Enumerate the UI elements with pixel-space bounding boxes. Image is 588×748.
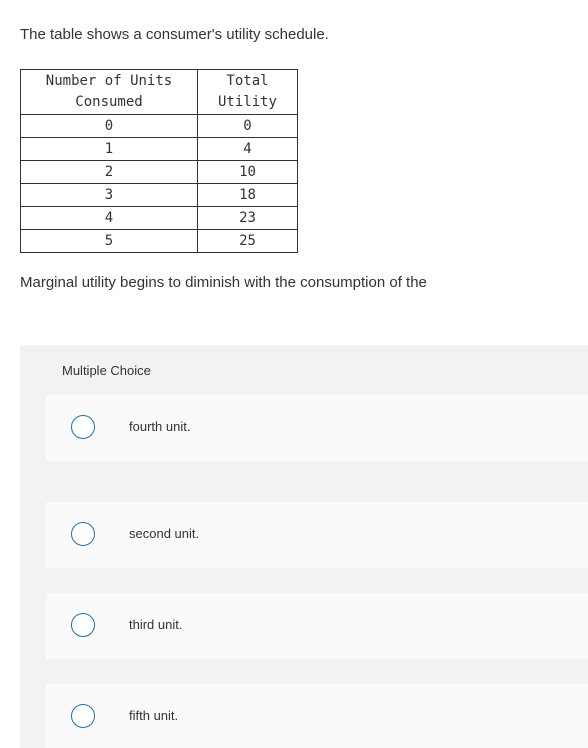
multiple-choice-label: Multiple Choice (62, 363, 151, 378)
table-row (21, 115, 298, 138)
option-fourth-unit[interactable] (46, 395, 588, 461)
units-cell: 1 (21, 138, 198, 161)
header-total-utility (198, 70, 298, 115)
header-utility-line1: Total (226, 73, 269, 89)
table-row (21, 184, 298, 207)
table-row (21, 138, 298, 161)
utility-cell: 0 (198, 115, 298, 138)
radio-button-icon[interactable] (71, 415, 95, 439)
utility-cell: 18 (198, 184, 298, 207)
radio-button-icon[interactable] (71, 522, 95, 546)
table-row (21, 207, 298, 230)
option-label: second unit. (129, 526, 200, 541)
table-header-row (21, 70, 298, 115)
utility-cell: 25 (198, 230, 298, 253)
utility-cell: 23 (198, 207, 298, 230)
radio-button-icon[interactable] (71, 613, 95, 637)
utility-cell: 4 (198, 138, 298, 161)
units-cell: 0 (21, 115, 198, 138)
utility-table (20, 69, 298, 253)
option-third-unit[interactable] (46, 593, 588, 659)
header-units-line1: Number of Units (45, 73, 173, 89)
option-label: fifth unit. (129, 708, 179, 723)
header-utility-line2: Utility (217, 94, 277, 110)
header-units-consumed (21, 70, 198, 115)
option-label: third unit. (129, 617, 183, 632)
units-cell: 5 (21, 230, 198, 253)
units-cell: 3 (21, 184, 198, 207)
table-row (21, 161, 298, 184)
option-label: fourth unit. (129, 419, 191, 434)
multiple-choice-panel (20, 345, 588, 748)
option-fifth-unit[interactable] (46, 684, 588, 748)
table-row (21, 230, 298, 253)
units-cell: 4 (21, 207, 198, 230)
radio-button-icon[interactable] (71, 704, 95, 728)
units-cell: 2 (21, 161, 198, 184)
header-units-line2: Consumed (75, 94, 143, 110)
prompt-text: The table shows a consumer's utility schedule. (20, 26, 329, 43)
option-second-unit[interactable] (46, 502, 588, 568)
question-text: Marginal utility begins to diminish with the consumption of the (20, 274, 427, 291)
utility-cell: 10 (198, 161, 298, 184)
